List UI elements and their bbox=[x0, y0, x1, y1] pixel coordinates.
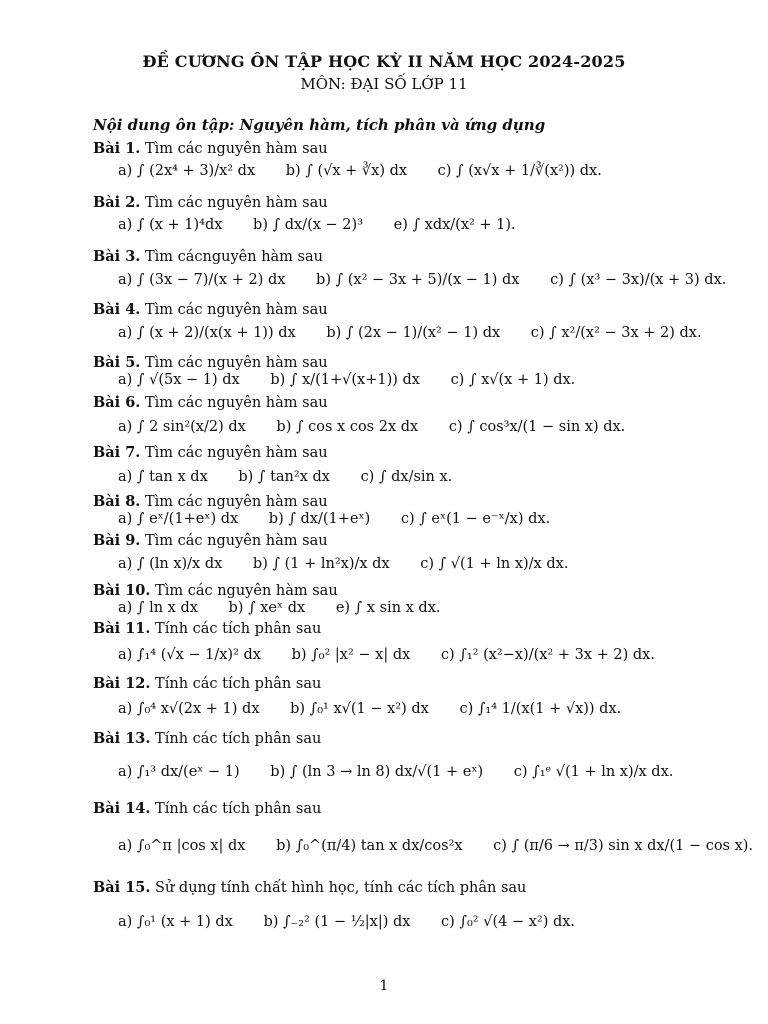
exercise-prompt: Tìm cácnguyên hàm sau bbox=[144, 249, 323, 265]
exercise-item: c) ∫ x√(x + 1) dx. bbox=[450, 372, 576, 388]
exercise-label: Bài 5. bbox=[93, 354, 141, 371]
exercise-item: b) ∫ x/(1+√(x+1)) dx bbox=[270, 372, 420, 388]
exercise-item: b) ∫ (1 + ln²x)/x dx bbox=[252, 556, 390, 572]
exercise-heading bbox=[93, 582, 338, 599]
exercise-item: a) ∫ (2x⁴ + 3)/x² dx bbox=[118, 163, 256, 179]
exercise-label: Bài 3. bbox=[93, 248, 141, 265]
exercise-item: a) ∫ 2 sin²(x/2) dx bbox=[118, 419, 246, 435]
exercise-label: Bài 13. bbox=[93, 730, 151, 747]
exercise-label: Bài 11. bbox=[93, 620, 151, 637]
exercise-label: Bài 4. bbox=[93, 301, 141, 318]
exercise-heading bbox=[93, 394, 328, 411]
exercise-item: a) ∫₁⁴ (√x − 1/x)² dx bbox=[118, 647, 261, 663]
exercise-label: Bài 9. bbox=[93, 532, 141, 549]
exercise-heading bbox=[93, 301, 328, 318]
section-title: Nội dung ôn tập: Nguyên hàm, tích phân và ứng dụng bbox=[93, 116, 546, 134]
exercise-heading bbox=[93, 730, 321, 747]
exercise-items bbox=[118, 419, 651, 435]
exercise-item: b) ∫ xeˣ dx bbox=[228, 600, 306, 616]
exercise-item: b) ∫ (√x + ∛x) dx bbox=[285, 163, 408, 179]
exercise-heading bbox=[93, 248, 323, 265]
exercise-heading bbox=[93, 532, 328, 549]
exercise-prompt: Tìm các nguyên hàm sau bbox=[144, 533, 328, 549]
exercise-label: Bài 2. bbox=[93, 194, 141, 211]
exercise-item: a) ∫ tan x dx bbox=[118, 469, 208, 485]
exercise-item: c) ∫ (π/6 → π/3) sin x dx/(1 − cos x). bbox=[493, 838, 754, 854]
exercise-prompt: Tìm các nguyên hàm sau bbox=[144, 445, 328, 461]
exercise-item: b) ∫₀¹ x√(1 − x²) dx bbox=[290, 701, 429, 717]
exercise-item: c) ∫ dx/sin x. bbox=[360, 469, 453, 485]
exercise-items bbox=[118, 272, 752, 288]
exercise-item: b) ∫ dx/(x − 2)³ bbox=[253, 217, 364, 233]
page-number: 1 bbox=[379, 978, 389, 994]
exercise-item: b) ∫ tan²x dx bbox=[238, 469, 330, 485]
exercise-item: a) ∫₀⁴ x√(2x + 1) dx bbox=[118, 701, 260, 717]
exercise-heading bbox=[93, 354, 328, 371]
exercise-item: e) ∫ x sin x dx. bbox=[335, 600, 441, 616]
exercise-prompt: Tính các tích phân sau bbox=[155, 621, 322, 637]
exercise-item: a) ∫ (x + 1)⁴dx bbox=[118, 217, 223, 233]
exercise-prompt: Tính các tích phân sau bbox=[155, 801, 322, 817]
exercise-item: c) ∫ (x√x + 1/∛(x²)) dx. bbox=[437, 163, 602, 179]
exercise-item: c) ∫₁² (x²−x)/(x² + 3x + 2) dx. bbox=[440, 647, 655, 663]
exercise-items bbox=[118, 372, 601, 388]
exercise-label: Bài 15. bbox=[93, 879, 151, 896]
exercise-heading bbox=[93, 140, 328, 157]
exercise-items bbox=[118, 647, 681, 663]
exercise-prompt: Tính các tích phân sau bbox=[155, 731, 322, 747]
exercise-items bbox=[118, 838, 768, 854]
exercise-prompt: Tìm các nguyên hàm sau bbox=[144, 141, 328, 157]
exercise-item: b) ∫₀^(π/4) tan x dx/cos²x bbox=[276, 838, 463, 854]
exercise-prompt: Tìm các nguyên hàm sau bbox=[144, 494, 328, 510]
exercise-heading bbox=[93, 620, 321, 637]
exercise-prompt: Sử dụng tính chất hình học, tính các tích phân sau bbox=[155, 880, 527, 896]
exercise-prompt: Tìm các nguyên hàm sau bbox=[144, 195, 328, 211]
exercise-item: c) ∫₀² √(4 − x²) dx. bbox=[441, 914, 576, 930]
exercise-prompt: Tìm các nguyên hàm sau bbox=[144, 302, 328, 318]
document-subtitle: MÔN: ĐẠI SỐ LỚP 11 bbox=[300, 75, 468, 93]
exercise-item: a) ∫₀¹ (x + 1) dx bbox=[118, 914, 233, 930]
exercise-item: a) ∫ √(5x − 1) dx bbox=[118, 372, 240, 388]
exercise-prompt: Tìm các nguyên hàm sau bbox=[144, 395, 328, 411]
exercise-item: b) ∫ (x² − 3x + 5)/(x − 1) dx bbox=[316, 272, 520, 288]
exercise-item: e) ∫ xdx/(x² + 1). bbox=[393, 217, 516, 233]
exercise-prompt: Tìm các nguyên hàm sau bbox=[144, 355, 328, 371]
exercise-item: b) ∫ dx/(1+eˣ) bbox=[268, 511, 371, 527]
document-title: ĐỀ CƯƠNG ÔN TẬP HỌC KỲ II NĂM HỌC 2024-2025 bbox=[142, 52, 626, 71]
exercise-item: c) ∫ cos³x/(1 − sin x) dx. bbox=[448, 419, 626, 435]
exercise-item: c) ∫₁ᵉ √(1 + ln x)/x dx. bbox=[513, 764, 674, 780]
exercise-items bbox=[118, 600, 467, 616]
exercise-prompt: Tính các tích phân sau bbox=[155, 676, 322, 692]
exercise-item: c) ∫ eˣ(1 − e⁻ˣ/x) dx. bbox=[400, 511, 551, 527]
exercise-item: a) ∫₀^π |cos x| dx bbox=[118, 838, 246, 854]
exercise-items bbox=[118, 511, 576, 527]
exercise-items bbox=[118, 163, 628, 179]
exercise-items bbox=[118, 556, 594, 572]
exercise-item: a) ∫ eˣ/(1+eˣ) dx bbox=[118, 511, 239, 527]
exercise-item: c) ∫ (x³ − 3x)/(x + 3) dx. bbox=[550, 272, 727, 288]
exercise-item: a) ∫ ln x dx bbox=[118, 600, 198, 616]
exercise-label: Bài 8. bbox=[93, 493, 141, 510]
exercise-item: c) ∫₁⁴ 1/(x(1 + √x)) dx. bbox=[459, 701, 622, 717]
exercise-heading bbox=[93, 879, 526, 896]
exercise-heading bbox=[93, 493, 328, 510]
exercise-item: c) ∫ x²/(x² − 3x + 2) dx. bbox=[530, 325, 702, 341]
exercise-item: c) ∫ √(1 + ln x)/x dx. bbox=[420, 556, 569, 572]
exercise-item: b) ∫₀² |x² − x| dx bbox=[291, 647, 411, 663]
exercise-label: Bài 7. bbox=[93, 444, 141, 461]
exercise-heading bbox=[93, 675, 321, 692]
exercise-items bbox=[118, 701, 647, 717]
exercise-items bbox=[118, 469, 478, 485]
exercise-item: b) ∫ cos x cos 2x dx bbox=[276, 419, 419, 435]
exercise-item: b) ∫ (2x − 1)/(x² − 1) dx bbox=[326, 325, 501, 341]
exercise-item: a) ∫ (x + 2)/(x(x + 1)) dx bbox=[118, 325, 296, 341]
exercise-label: Bài 1. bbox=[93, 140, 141, 157]
exercise-items bbox=[118, 217, 542, 233]
exercise-label: Bài 12. bbox=[93, 675, 151, 692]
exercise-item: a) ∫ (ln x)/x dx bbox=[118, 556, 223, 572]
exercise-items bbox=[118, 914, 601, 930]
exercise-prompt: Tìm các nguyên hàm sau bbox=[155, 583, 338, 599]
exercise-heading bbox=[93, 194, 328, 211]
exercise-item: a) ∫ (3x − 7)/(x + 2) dx bbox=[118, 272, 286, 288]
exercise-item: a) ∫₁³ dx/(eˣ − 1) bbox=[118, 764, 240, 780]
exercise-heading bbox=[93, 444, 328, 461]
exercise-label: Bài 6. bbox=[93, 394, 141, 411]
exercise-item: b) ∫ (ln 3 → ln 8) dx/√(1 + eˣ) bbox=[270, 764, 484, 780]
exercise-items bbox=[118, 325, 728, 341]
exercise-label: Bài 14. bbox=[93, 800, 151, 817]
exercise-items bbox=[118, 764, 699, 780]
exercise-item: b) ∫₋₂² (1 − ½|x|) dx bbox=[263, 914, 411, 930]
exercise-label: Bài 10. bbox=[93, 582, 151, 599]
exercise-heading bbox=[93, 800, 321, 817]
